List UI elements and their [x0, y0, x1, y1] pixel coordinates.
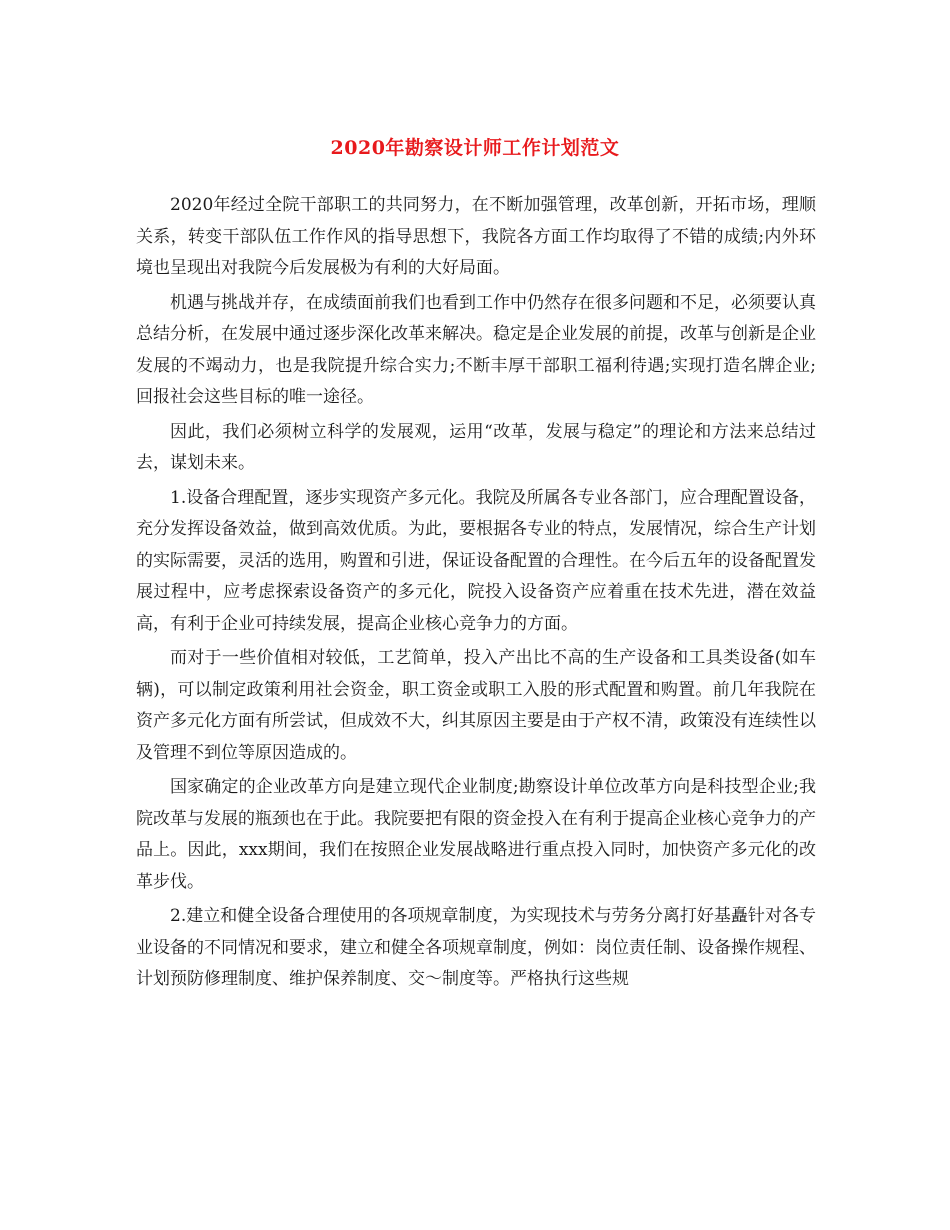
paragraph: 1.设备合理配置，逐步实现资产多元化。我院及所属各专业各部门，应合理配置设备，充分发挥设备效益，做到高效优质。为此，要根据各专业的特点，发展情况，综合生产计划的实际需要，灵活的选用，购置和引进，保证设备配置的合理性。在今后五年的设备配置发展过程中，应考虑探索设备资产的多元化，院投入设备资产应着重在技术先进，潜在效益高，有利于企业可持续发展，提高企业核心竞争力的方面。	[136, 487, 816, 634]
paragraph: 而对于一些价值相对较低，工艺简单，投入产出比不高的生产设备和工具类设备(如车辆)，可以制定政策利用社会资金，职工资金或职工入股的形式配置和购置。前几年我院在资产多元化方面有所尝试，但成效不大，纠其原因主要是由于产权不清，政策没有连续性以及管理不到位等原因造成的。	[136, 648, 816, 763]
document-body	[136, 190, 816, 999]
paragraph: 因此，我们必须树立科学的发展观，运用“改革，发展与稳定”的理论和方法来总结过去，谋划未来。	[136, 421, 816, 473]
document-title: 2020年勘察设计师工作计划范文	[330, 136, 620, 159]
paragraph: 2.建立和健全设备合理使用的各项规章制度，为实现技术与劳务分离打好基矗针对各专业设备的不同情况和要求，建立和健全各项规章制度，例如：岗位责任制、设备操作规程、计划预防修理制度、维护保养制度、交～制度等。严格执行这些规	[136, 906, 816, 989]
paragraph: 2020年经过全院干部职工的共同努力，在不断加强管理，改革创新，开拓市场，理顺关系，转变干部队伍工作作风的指导思想下，我院各方面工作均取得了不错的成绩;内外环境也呈现出对我院今后发展极为有利的大好局面。	[136, 195, 816, 278]
paragraph: 机遇与挑战并存，在成绩面前我们也看到工作中仍然存在很多问题和不足，必须要认真总结分析，在发展中通过逐步深化改革来解决。稳定是企业发展的前提，改革与创新是企业发展的不竭动力，也是我院提升综合实力;不断丰厚干部职工福利待遇;实现打造名牌企业;回报社会这些目标的唯一途径。	[136, 292, 816, 407]
paragraph: 国家确定的企业改革方向是建立现代企业制度;勘察设计单位改革方向是科技型企业;我院改革与发展的瓶颈也在于此。我院要把有限的资金投入在有利于提高企业核心竞争力的产品上。因此，xxx期间，我们在按照企业发展战略进行重点投入同时，加快资产多元化的改革步伐。	[136, 777, 816, 892]
